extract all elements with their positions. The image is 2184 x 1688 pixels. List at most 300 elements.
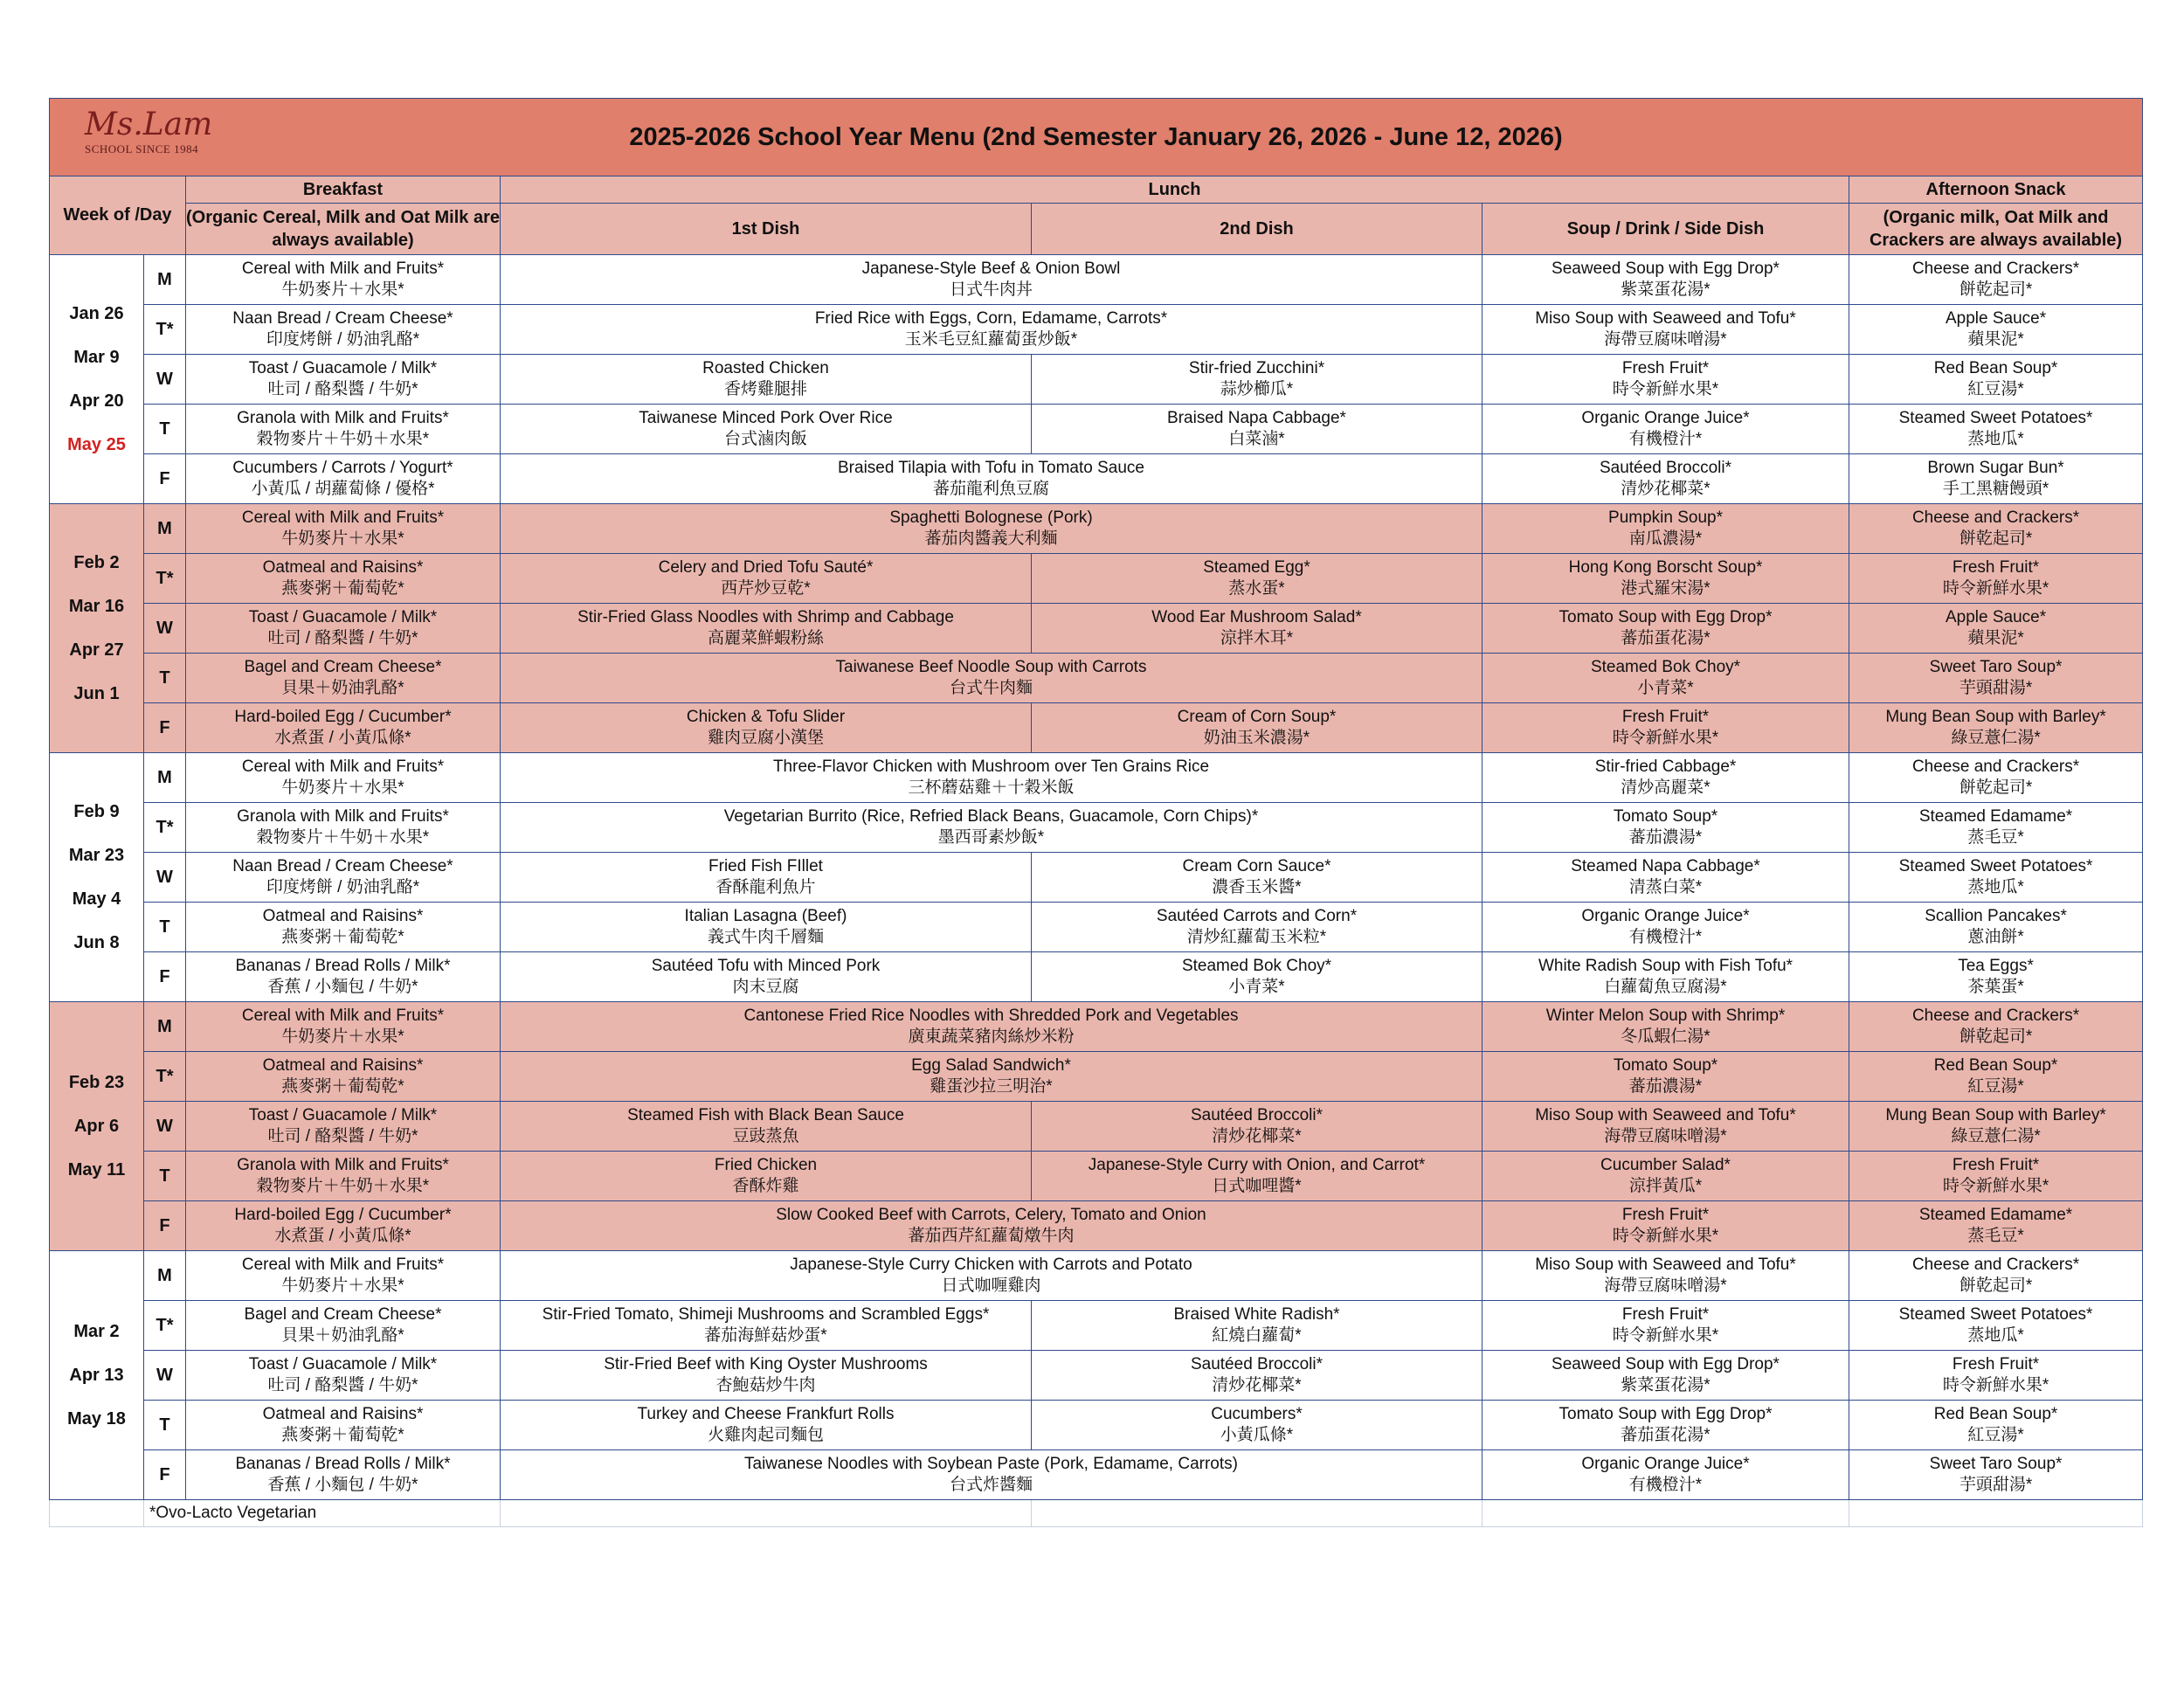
item-chinese: 香蕉 / 小麵包 / 牛奶* bbox=[267, 1476, 418, 1494]
day-letter: F bbox=[144, 703, 186, 753]
day-letter: W bbox=[144, 355, 186, 405]
logo-tagline: SCHOOL SINCE 1984 bbox=[85, 142, 199, 156]
item-chinese: 牛奶麥片＋水果* bbox=[281, 778, 404, 797]
item-english: Cereal with Milk and Fruits* bbox=[241, 1007, 445, 1025]
breakfast-item bbox=[186, 305, 501, 355]
item-english: Hong Kong Borscht Soup* bbox=[1568, 558, 1763, 577]
lunch-dish1 bbox=[501, 405, 1032, 454]
item-english: Bagel and Cream Cheese* bbox=[244, 658, 442, 676]
item-chinese: 日式牛肉丼 bbox=[949, 280, 1033, 299]
day-letter: M bbox=[144, 255, 186, 305]
day-letter: T bbox=[144, 903, 186, 952]
item-english: Steamed Fish with Black Bean Sauce bbox=[627, 1106, 904, 1124]
item-chinese: 火雞肉起司麵包 bbox=[707, 1426, 824, 1444]
day-letter: F bbox=[144, 952, 186, 1002]
item-english: Bagel and Cream Cheese* bbox=[244, 1305, 442, 1324]
item-chinese: 吐司 / 酪梨醬 / 牛奶* bbox=[267, 1376, 418, 1394]
week-dates-cell bbox=[50, 1251, 144, 1500]
soup-drink-side bbox=[1482, 952, 1849, 1002]
afternoon-snack bbox=[1849, 1351, 2143, 1401]
menu-day-row bbox=[50, 903, 2143, 952]
day-letter: T* bbox=[144, 803, 186, 853]
item-english: Organic Orange Juice* bbox=[1581, 907, 1750, 925]
item-english: Cucumbers / Carrots / Yogurt* bbox=[232, 459, 453, 477]
week-dates-cell bbox=[50, 255, 144, 504]
item-chinese: 綠豆薏仁湯* bbox=[1951, 729, 2041, 747]
item-chinese: 紅豆湯* bbox=[1967, 380, 2024, 398]
week-date: Feb 23 bbox=[68, 1073, 125, 1092]
afternoon-snack bbox=[1849, 952, 2143, 1002]
breakfast-item bbox=[186, 1301, 501, 1351]
week-date: Apr 6 bbox=[73, 1117, 120, 1136]
logo-name: Ms.Lam bbox=[85, 107, 213, 142]
day-letter: M bbox=[144, 504, 186, 554]
item-english: Pumpkin Soup* bbox=[1608, 508, 1723, 527]
item-english: Cantonese Fried Rice Noodles with Shredded Pork and Vegetables bbox=[743, 1007, 1239, 1025]
week-date: Jan 26 bbox=[69, 304, 124, 323]
item-english: Scallion Pancakes* bbox=[1925, 907, 2067, 925]
lunch-dish2 bbox=[1032, 1102, 1482, 1152]
item-english: Steamed Sweet Potatoes* bbox=[1898, 857, 2093, 875]
soup-header: Soup / Drink / Side Dish bbox=[1482, 204, 1849, 255]
item-chinese: 蕃茄海鮮菇炒蛋* bbox=[704, 1326, 827, 1345]
week-date: Apr 13 bbox=[69, 1366, 124, 1385]
item-chinese: 牛奶麥片＋水果* bbox=[281, 529, 404, 548]
item-english: Cream Corn Sauce* bbox=[1182, 857, 1331, 875]
day-letter: W bbox=[144, 1102, 186, 1152]
soup-drink-side bbox=[1482, 803, 1849, 853]
item-english: Hard-boiled Egg / Cucumber* bbox=[234, 1206, 452, 1224]
day-letter: T* bbox=[144, 1301, 186, 1351]
item-chinese: 義式牛肉千層麵 bbox=[707, 928, 824, 946]
day-letter: M bbox=[144, 1002, 186, 1052]
item-english: Slow Cooked Beef with Carrots, Celery, Tomato and Onion bbox=[776, 1206, 1206, 1224]
item-english: Granola with Milk and Fruits* bbox=[237, 409, 449, 427]
soup-drink-side bbox=[1482, 703, 1849, 753]
item-chinese: 有機橙汁* bbox=[1628, 928, 1703, 946]
day-letter: T* bbox=[144, 554, 186, 604]
item-english: Sautéed Broccoli* bbox=[1190, 1106, 1324, 1124]
week-date: Mar 9 bbox=[73, 348, 120, 367]
item-english: Tomato Soup* bbox=[1613, 1056, 1718, 1075]
item-english: Oatmeal and Raisins* bbox=[262, 1056, 424, 1075]
header-row-2 bbox=[50, 204, 2143, 255]
afternoon-snack bbox=[1849, 454, 2143, 504]
week-date: Mar 23 bbox=[68, 846, 125, 865]
item-chinese: 時令新鮮水果* bbox=[1612, 1326, 1719, 1345]
item-english: Oatmeal and Raisins* bbox=[262, 558, 424, 577]
item-english: Stir-fried Cabbage* bbox=[1594, 758, 1737, 776]
item-english: Fresh Fruit* bbox=[1621, 708, 1710, 726]
item-chinese: 穀物麥片＋牛奶＋水果* bbox=[256, 1177, 430, 1195]
item-chinese: 香酥龍利魚片 bbox=[715, 878, 816, 896]
item-chinese: 燕麥粥＋葡萄乾* bbox=[281, 1077, 404, 1096]
item-english: White Radish Soup with Fish Tofu* bbox=[1538, 957, 1794, 975]
item-chinese: 香烤雞腿排 bbox=[723, 380, 807, 398]
day-letter: F bbox=[144, 454, 186, 504]
week-date: Apr 20 bbox=[69, 391, 124, 411]
item-english: Fresh Fruit* bbox=[1952, 1156, 2040, 1174]
lunch-main-dish bbox=[501, 654, 1482, 703]
item-english: Sautéed Tofu with Minced Pork bbox=[651, 957, 881, 975]
item-english: Taiwanese Minced Pork Over Rice bbox=[639, 409, 893, 427]
footnote-blank bbox=[1849, 1500, 2143, 1527]
lunch-dish2 bbox=[1032, 405, 1482, 454]
item-english: Red Bean Soup* bbox=[1933, 1056, 2058, 1075]
lunch-header: Lunch bbox=[501, 176, 1849, 204]
lunch-dish1 bbox=[501, 355, 1032, 405]
menu-day-row bbox=[50, 1201, 2143, 1251]
item-english: Apple Sauce* bbox=[1945, 608, 2047, 626]
menu-day-row bbox=[50, 952, 2143, 1002]
item-english: Taiwanese Beef Noodle Soup with Carrots bbox=[835, 658, 1147, 676]
item-chinese: 時令新鮮水果* bbox=[1942, 1177, 2049, 1195]
lunch-dish1 bbox=[501, 604, 1032, 654]
day-letter: W bbox=[144, 853, 186, 903]
afternoon-snack bbox=[1849, 305, 2143, 355]
item-chinese: 蕃茄西芹紅蘿蔔燉牛肉 bbox=[908, 1227, 1075, 1245]
item-english: Seaweed Soup with Egg Drop* bbox=[1552, 259, 1780, 278]
menu-day-row bbox=[50, 504, 2143, 554]
lunch-dish2 bbox=[1032, 355, 1482, 405]
menu-day-row bbox=[50, 1052, 2143, 1102]
soup-drink-side bbox=[1482, 405, 1849, 454]
item-chinese: 台式牛肉麵 bbox=[949, 679, 1033, 697]
lunch-main-dish bbox=[501, 753, 1482, 803]
breakfast-item bbox=[186, 1401, 501, 1450]
item-chinese: 紫菜蛋花湯* bbox=[1621, 1376, 1711, 1394]
item-chinese: 貝果＋奶油乳酪* bbox=[281, 1326, 404, 1345]
item-english: Toast / Guacamole / Milk* bbox=[248, 1355, 438, 1373]
afternoon-snack bbox=[1849, 1152, 2143, 1201]
lunch-dish2 bbox=[1032, 554, 1482, 604]
afternoon-snack bbox=[1849, 1401, 2143, 1450]
lunch-dish2 bbox=[1032, 853, 1482, 903]
item-chinese: 蔥油餅* bbox=[1967, 928, 2024, 946]
menu-day-row bbox=[50, 454, 2143, 504]
item-english: Sautéed Broccoli* bbox=[1599, 459, 1732, 477]
item-chinese: 涼拌木耳* bbox=[1220, 629, 1294, 647]
afternoon-snack bbox=[1849, 1251, 2143, 1301]
soup-drink-side bbox=[1482, 1102, 1849, 1152]
item-english: Steamed Egg* bbox=[1203, 558, 1310, 577]
lunch-dish1 bbox=[501, 1351, 1032, 1401]
day-letter: W bbox=[144, 604, 186, 654]
item-chinese: 印度烤餅 / 奶油乳酪* bbox=[266, 878, 420, 896]
item-english: Fresh Fruit* bbox=[1621, 359, 1710, 377]
item-english: Steamed Edamame* bbox=[1918, 807, 2073, 826]
afternoon-snack bbox=[1849, 255, 2143, 305]
item-english: Japanese-Style Curry Chicken with Carrots and Potato bbox=[790, 1256, 1192, 1274]
day-letter: T bbox=[144, 1401, 186, 1450]
lunch-main-dish bbox=[501, 803, 1482, 853]
item-chinese: 涼拌黃瓜* bbox=[1628, 1177, 1703, 1195]
lunch-dish2 bbox=[1032, 952, 1482, 1002]
breakfast-item bbox=[186, 255, 501, 305]
week-date: Jun 1 bbox=[73, 684, 120, 703]
breakfast-item bbox=[186, 504, 501, 554]
item-chinese: 牛奶麥片＋水果* bbox=[281, 280, 404, 299]
lunch-dish1 bbox=[501, 1152, 1032, 1201]
item-english: Turkey and Cheese Frankfurt Rolls bbox=[637, 1405, 895, 1423]
item-english: Vegetarian Burrito (Rice, Refried Black Beans, Guacamole, Corn Chips)* bbox=[723, 807, 1259, 826]
afternoon-snack bbox=[1849, 1002, 2143, 1052]
footnote-blank bbox=[1032, 1500, 1482, 1527]
soup-drink-side bbox=[1482, 1052, 1849, 1102]
item-english: Taiwanese Noodles with Soybean Paste (Pork, Edamame, Carrots) bbox=[744, 1455, 1238, 1473]
week-date: Apr 27 bbox=[69, 640, 124, 660]
lunch-dish1 bbox=[501, 703, 1032, 753]
breakfast-item bbox=[186, 1052, 501, 1102]
item-english: Mung Bean Soup with Barley* bbox=[1885, 1106, 2106, 1124]
item-chinese: 貝果＋奶油乳酪* bbox=[281, 679, 404, 697]
day-letter: T bbox=[144, 654, 186, 703]
week-date: Feb 9 bbox=[73, 802, 120, 821]
breakfast-item bbox=[186, 1251, 501, 1301]
menu-day-row bbox=[50, 1152, 2143, 1201]
soup-drink-side bbox=[1482, 504, 1849, 554]
item-english: Seaweed Soup with Egg Drop* bbox=[1552, 1355, 1780, 1373]
item-english: Hard-boiled Egg / Cucumber* bbox=[234, 708, 452, 726]
dish1-header: 1st Dish bbox=[501, 204, 1032, 255]
header-row-1 bbox=[50, 176, 2143, 204]
item-english: Brown Sugar Bun* bbox=[1927, 459, 2064, 477]
item-chinese: 雞肉豆腐小漢堡 bbox=[707, 729, 824, 747]
menu-day-row bbox=[50, 305, 2143, 355]
lunch-dish2 bbox=[1032, 1152, 1482, 1201]
lunch-main-dish bbox=[501, 1450, 1482, 1500]
item-english: Tea Eggs* bbox=[1958, 957, 2034, 975]
item-chinese: 牛奶麥片＋水果* bbox=[281, 1276, 404, 1295]
item-chinese: 台式滷肉飯 bbox=[723, 430, 807, 448]
soup-drink-side bbox=[1482, 1152, 1849, 1201]
item-chinese: 小青菜* bbox=[1637, 679, 1694, 697]
item-chinese: 蒜炒櫛瓜* bbox=[1220, 380, 1294, 398]
menu-day-row bbox=[50, 554, 2143, 604]
item-english: Sautéed Broccoli* bbox=[1190, 1355, 1324, 1373]
lunch-dish2 bbox=[1032, 903, 1482, 952]
soup-drink-side bbox=[1482, 355, 1849, 405]
breakfast-item bbox=[186, 903, 501, 952]
item-chinese: 紅豆湯* bbox=[1967, 1077, 2024, 1096]
item-english: Cheese and Crackers* bbox=[1911, 758, 2080, 776]
soup-drink-side bbox=[1482, 654, 1849, 703]
soup-drink-side bbox=[1482, 903, 1849, 952]
item-english: Organic Orange Juice* bbox=[1581, 1455, 1750, 1473]
footnote-blank bbox=[50, 1500, 144, 1527]
item-chinese: 水煮蛋 / 小黃瓜條* bbox=[274, 1227, 411, 1245]
menu-day-row bbox=[50, 1401, 2143, 1450]
item-english: Stir-fried Zucchini* bbox=[1188, 359, 1325, 377]
item-chinese: 蒸地瓜* bbox=[1967, 1326, 2024, 1345]
lunch-dish1 bbox=[501, 1102, 1032, 1152]
soup-drink-side bbox=[1482, 255, 1849, 305]
item-english: Apple Sauce* bbox=[1945, 309, 2047, 328]
item-english: Stir-Fried Tomato, Shimeji Mushrooms and Scrambled Eggs* bbox=[542, 1305, 990, 1324]
lunch-main-dish bbox=[501, 1251, 1482, 1301]
item-chinese: 台式炸醬麵 bbox=[949, 1476, 1033, 1494]
day-letter: T bbox=[144, 405, 186, 454]
menu-day-row bbox=[50, 753, 2143, 803]
week-date: Mar 2 bbox=[73, 1322, 120, 1341]
item-chinese: 蘋果泥* bbox=[1967, 629, 2024, 647]
snack-note: (Organic milk, Oat Milk and Crackers are always available) bbox=[1869, 208, 2123, 250]
item-chinese: 杏鮑菇炒牛肉 bbox=[715, 1376, 816, 1394]
lunch-main-dish bbox=[501, 1002, 1482, 1052]
breakfast-item bbox=[186, 1450, 501, 1500]
item-chinese: 白蘿蔔魚豆腐湯* bbox=[1604, 978, 1727, 996]
item-chinese: 餅乾起司* bbox=[1959, 1276, 2033, 1295]
item-chinese: 燕麥粥＋葡萄乾* bbox=[281, 928, 404, 946]
soup-drink-side bbox=[1482, 753, 1849, 803]
item-english: Egg Salad Sandwich* bbox=[911, 1056, 1071, 1075]
item-english: Steamed Edamame* bbox=[1918, 1206, 2073, 1224]
soup-drink-side bbox=[1482, 1401, 1849, 1450]
afternoon-snack bbox=[1849, 654, 2143, 703]
soup-drink-side bbox=[1482, 554, 1849, 604]
breakfast-item bbox=[186, 753, 501, 803]
item-english: Cheese and Crackers* bbox=[1911, 1256, 2080, 1274]
item-english: Bananas / Bread Rolls / Milk* bbox=[235, 957, 451, 975]
item-english: Cucumbers* bbox=[1211, 1405, 1303, 1423]
item-chinese: 香蕉 / 小麵包 / 牛奶* bbox=[267, 978, 418, 996]
item-english: Braised White Radish* bbox=[1173, 1305, 1340, 1324]
lunch-dish1 bbox=[501, 554, 1032, 604]
afternoon-snack bbox=[1849, 355, 2143, 405]
item-chinese: 時令新鮮水果* bbox=[1942, 1376, 2049, 1394]
item-english: Miso Soup with Seaweed and Tofu* bbox=[1535, 1256, 1796, 1274]
item-english: Cereal with Milk and Fruits* bbox=[241, 508, 445, 527]
item-chinese: 時令新鮮水果* bbox=[1612, 1227, 1719, 1245]
item-english: Naan Bread / Cream Cheese* bbox=[232, 309, 453, 328]
item-english: Fried Chicken bbox=[714, 1156, 818, 1174]
breakfast-item bbox=[186, 454, 501, 504]
day-letter: T* bbox=[144, 305, 186, 355]
afternoon-snack bbox=[1849, 1201, 2143, 1251]
item-chinese: 清蒸白菜* bbox=[1628, 878, 1703, 896]
soup-drink-side bbox=[1482, 454, 1849, 504]
breakfast-item bbox=[186, 952, 501, 1002]
item-chinese: 蒸地瓜* bbox=[1967, 430, 2024, 448]
week-date: Feb 2 bbox=[73, 553, 120, 572]
item-chinese: 紫菜蛋花湯* bbox=[1621, 280, 1711, 299]
breakfast-item bbox=[186, 1152, 501, 1201]
item-chinese: 餅乾起司* bbox=[1959, 529, 2033, 548]
afternoon-snack bbox=[1849, 1102, 2143, 1152]
item-chinese: 豆豉蒸魚 bbox=[732, 1127, 799, 1145]
afternoon-snack bbox=[1849, 504, 2143, 554]
item-chinese: 三杯蘑菇雞＋十穀米飯 bbox=[908, 778, 1075, 797]
item-english: Steamed Napa Cabbage* bbox=[1571, 857, 1760, 875]
item-english: Toast / Guacamole / Milk* bbox=[248, 359, 438, 377]
item-english: Steamed Sweet Potatoes* bbox=[1898, 1305, 2093, 1324]
week-dates-cell bbox=[50, 1002, 144, 1251]
item-english: Fresh Fruit* bbox=[1952, 558, 2040, 577]
item-chinese: 清炒花椰菜* bbox=[1212, 1127, 1302, 1145]
item-english: Toast / Guacamole / Milk* bbox=[248, 608, 438, 626]
item-chinese: 日式咖哩醬* bbox=[1212, 1177, 1302, 1195]
item-english: Sweet Taro Soup* bbox=[1929, 1455, 2063, 1473]
item-chinese: 印度烤餅 / 奶油乳酪* bbox=[266, 330, 420, 349]
afternoon-snack bbox=[1849, 803, 2143, 853]
dish2-header: 2nd Dish bbox=[1032, 204, 1482, 255]
menu-table bbox=[49, 98, 2143, 1527]
item-english: Steamed Sweet Potatoes* bbox=[1898, 409, 2093, 427]
menu-day-row bbox=[50, 853, 2143, 903]
item-chinese: 廣東蔬菜豬肉絲炒米粉 bbox=[908, 1027, 1075, 1046]
breakfast-note: (Organic Cereal, Milk and Oat Milk are always available) bbox=[186, 208, 501, 250]
afternoon-snack bbox=[1849, 903, 2143, 952]
item-chinese: 白菜滷* bbox=[1228, 430, 1285, 448]
item-chinese: 高麗菜鮮蝦粉絲 bbox=[707, 629, 824, 647]
item-english: Oatmeal and Raisins* bbox=[262, 907, 424, 925]
item-english: Steamed Bok Choy* bbox=[1181, 957, 1332, 975]
breakfast-item bbox=[186, 355, 501, 405]
item-chinese: 濃香玉米醬* bbox=[1212, 878, 1302, 896]
item-chinese: 海帶豆腐味噌湯* bbox=[1604, 1276, 1727, 1295]
item-chinese: 紅豆湯* bbox=[1967, 1426, 2024, 1444]
item-chinese: 時令新鮮水果* bbox=[1612, 729, 1719, 747]
item-english: Roasted Chicken bbox=[702, 359, 829, 377]
menu-day-row bbox=[50, 604, 2143, 654]
breakfast-item bbox=[186, 1002, 501, 1052]
afternoon-snack bbox=[1849, 604, 2143, 654]
item-chinese: 南瓜濃湯* bbox=[1628, 529, 1703, 548]
week-date: May 25 bbox=[67, 435, 126, 454]
item-english: Toast / Guacamole / Milk* bbox=[248, 1106, 438, 1124]
item-chinese: 玉米毛豆紅蘿蔔蛋炒飯* bbox=[904, 330, 1078, 349]
item-chinese: 墨西哥素炒飯* bbox=[937, 828, 1045, 847]
afternoon-snack bbox=[1849, 1450, 2143, 1500]
soup-drink-side bbox=[1482, 1301, 1849, 1351]
item-english: Sautéed Carrots and Corn* bbox=[1156, 907, 1358, 925]
week-date: Mar 16 bbox=[68, 597, 125, 616]
menu-day-row bbox=[50, 1251, 2143, 1301]
item-chinese: 穀物麥片＋牛奶＋水果* bbox=[256, 430, 430, 448]
item-english: Tomato Soup* bbox=[1613, 807, 1718, 826]
breakfast-item bbox=[186, 803, 501, 853]
lunch-dish2 bbox=[1032, 1401, 1482, 1450]
item-english: Fresh Fruit* bbox=[1621, 1206, 1710, 1224]
item-chinese: 蕃茄龍利魚豆腐 bbox=[932, 480, 1049, 498]
day-letter: W bbox=[144, 1351, 186, 1401]
item-english: Spaghetti Bolognese (Pork) bbox=[889, 508, 1093, 527]
item-chinese: 清炒高麗菜* bbox=[1621, 778, 1711, 797]
item-chinese: 蒸毛豆* bbox=[1967, 1227, 2024, 1245]
week-dates-cell bbox=[50, 753, 144, 1002]
item-english: Celery and Dried Tofu Sauté* bbox=[658, 558, 874, 577]
item-chinese: 吐司 / 酪梨醬 / 牛奶* bbox=[267, 380, 418, 398]
item-chinese: 蒸毛豆* bbox=[1967, 828, 2024, 847]
item-chinese: 吐司 / 酪梨醬 / 牛奶* bbox=[267, 629, 418, 647]
item-chinese: 西芹炒豆乾* bbox=[721, 579, 811, 598]
menu-day-row bbox=[50, 405, 2143, 454]
lunch-dish2 bbox=[1032, 703, 1482, 753]
item-chinese: 牛奶麥片＋水果* bbox=[281, 1027, 404, 1046]
afternoon-snack bbox=[1849, 753, 2143, 803]
item-english: Red Bean Soup* bbox=[1933, 359, 2058, 377]
item-chinese: 紅燒白蘿蔔* bbox=[1212, 1326, 1302, 1345]
lunch-dish2 bbox=[1032, 1351, 1482, 1401]
soup-drink-side bbox=[1482, 1201, 1849, 1251]
item-chinese: 蒸水蛋* bbox=[1228, 579, 1285, 598]
item-english: Fried Rice with Eggs, Corn, Edamame, Carrots* bbox=[814, 309, 1168, 328]
item-chinese: 餅乾起司* bbox=[1959, 1027, 2033, 1046]
item-english: Red Bean Soup* bbox=[1933, 1405, 2058, 1423]
item-chinese: 有機橙汁* bbox=[1628, 1476, 1703, 1494]
footnote: *Ovo-Lacto Vegetarian bbox=[144, 1500, 501, 1527]
item-english: Sweet Taro Soup* bbox=[1929, 658, 2063, 676]
